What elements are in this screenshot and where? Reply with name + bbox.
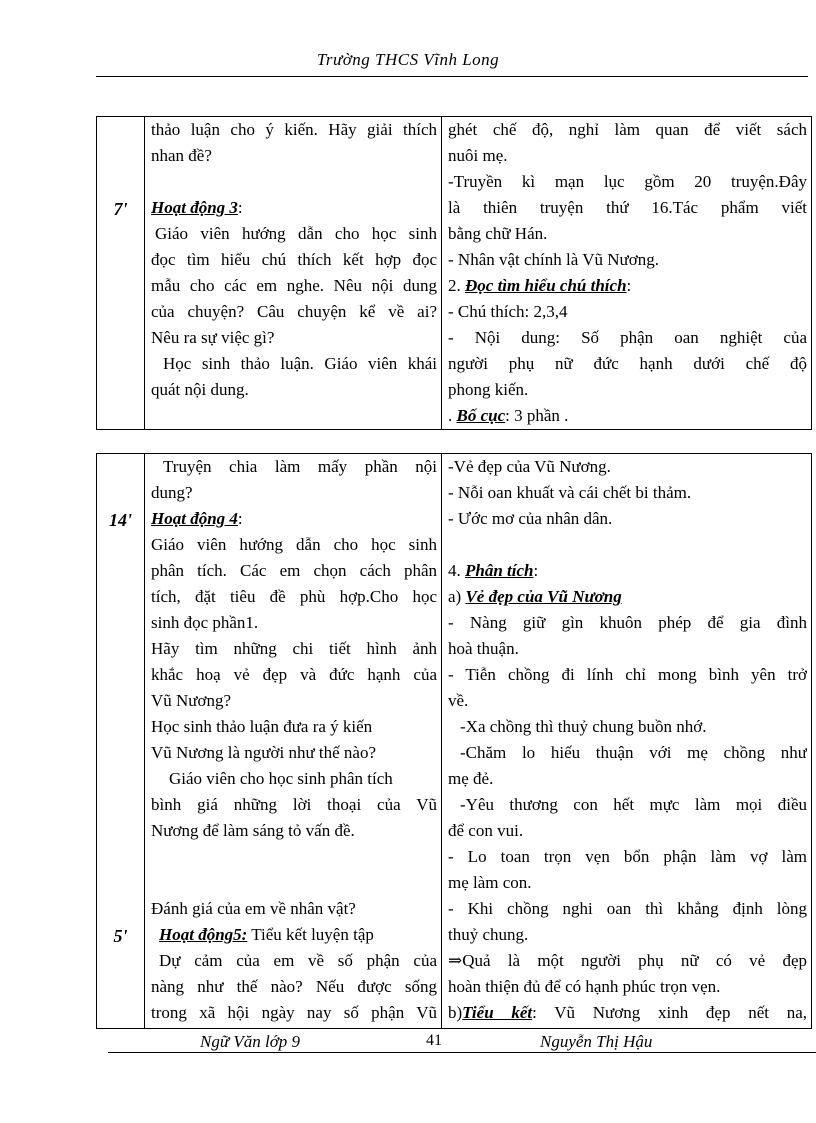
text-line: - Nhân vật chính là Vũ Nương.	[448, 250, 659, 269]
header-rule	[96, 76, 808, 77]
text-line: - Nỗi oan khuất và cái chết bi thảm.	[448, 483, 692, 502]
content-text	[442, 117, 811, 429]
text-line: mẹ làm con.	[448, 873, 532, 892]
activity-heading: Hoạt động 4:	[151, 509, 243, 528]
time-cell	[97, 117, 145, 430]
text-line	[151, 844, 437, 870]
activity-heading: Hoạt động 3:	[151, 198, 243, 217]
content-text	[442, 454, 811, 1026]
teacher-activity-text	[145, 454, 441, 1026]
text-line: phân tích. Các em chọn cách phân	[151, 561, 437, 580]
text-line: của chuyện? Câu chuyện kể về ai?	[151, 302, 437, 321]
text-line: Học sinh thảo luận đưa ra ý kiến	[151, 717, 373, 736]
text-line: người phụ nữ đức hạnh dưới chế độ	[448, 354, 807, 373]
text-line: -Vẻ đẹp của Vũ Nương.	[448, 457, 611, 476]
text-line: nuôi mẹ.	[448, 146, 508, 165]
footer-rule	[108, 1052, 816, 1053]
text-line: - Nội dung: Số phận oan nghiệt của	[448, 328, 807, 347]
text-line: hoà thuận.	[448, 639, 519, 658]
text-line: Truyện chia làm mấy phần nội	[163, 457, 437, 476]
text-line: nhan đề?	[151, 146, 212, 165]
arrow-icon: ⇒	[448, 951, 463, 970]
text-line: Giáo viên hướng dẫn cho học sinh	[155, 224, 437, 243]
text-line: Học sinh thảo luận. Giáo viên khái	[163, 354, 437, 373]
lesson-table-2	[96, 453, 812, 1029]
text-line: Nêu ra sự việc gì?	[151, 328, 275, 347]
time-cell	[97, 454, 145, 1029]
section-heading: a) Vẻ đẹp của Vũ Nương	[448, 587, 622, 606]
text-line: bình giá những lời thoại của Vũ	[151, 795, 437, 814]
text-line: Giáo viên hướng dẫn cho học sinh	[151, 535, 437, 554]
text-line: Đánh giá của em về nhân vật?	[151, 899, 356, 918]
text-line: - Ước mơ của nhân dân.	[448, 509, 613, 528]
text-line	[448, 532, 807, 558]
text-line: hoàn thiện đủ để có hạnh phúc trọn vẹn.	[448, 977, 721, 996]
time-label: 7'	[113, 199, 128, 219]
text-line: -Yêu thương con hết mực làm mọi điều	[460, 795, 807, 814]
section-heading: . Bố cục: 3 phần .	[448, 406, 569, 425]
text-line	[151, 870, 437, 896]
content-cell	[442, 117, 812, 430]
time-label: 5'	[113, 926, 128, 946]
text-line: nàng như thế nào? Nếu được sống	[151, 977, 437, 996]
text-line: quát nội dung.	[151, 380, 249, 399]
activity-heading: Hoạt động5: Tiểu kết luyện tập	[159, 925, 374, 944]
text-line: ghét chế độ, nghỉ làm quan để viết sách	[448, 120, 807, 139]
text-line: Vũ Nương là người như thế nào?	[151, 743, 377, 762]
text-line: -Xa chồng thì thuỷ chung buồn nhớ.	[460, 717, 707, 736]
teacher-activity-cell	[145, 117, 442, 430]
text-line: dung?	[151, 483, 193, 502]
text-line: thuỷ chung.	[448, 925, 529, 944]
content-cell	[442, 454, 812, 1029]
teacher-activity-text	[145, 117, 441, 403]
text-line: mẹ đẻ.	[448, 769, 494, 788]
text-line: Vũ Nương?	[151, 691, 232, 710]
text-line: mẫu cho các em nghe. Nêu nội dung	[151, 276, 437, 295]
text-line: - Chú thích: 2,3,4	[448, 302, 568, 321]
text-line: thảo luận cho ý kiến. Hãy giải thích	[151, 120, 437, 139]
text-line: sinh đọc phần1.	[151, 613, 259, 632]
teacher-activity-cell	[145, 454, 442, 1029]
text-line: để con vui.	[448, 821, 524, 840]
text-line: bằng chữ Hán.	[448, 224, 548, 243]
text-line: Hãy tìm những chi tiết hình ảnh	[151, 639, 437, 658]
footer-subject: Ngữ Văn lớp 9	[200, 1032, 301, 1051]
text-line: - Lo toan trọn vẹn bổn phận làm vợ làm	[448, 847, 807, 866]
text-line: khắc hoạ vẻ đẹp và đức hạnh của	[151, 665, 437, 684]
text-line: là thiên truyện thứ 16.Tác phẩm viết	[448, 198, 807, 217]
section-heading: 4. Phân tích:	[448, 561, 539, 580]
section-heading: 2. Đọc tìm hiểu chú thích:	[448, 276, 632, 295]
text-line: Dự cảm của em về số phận của	[159, 951, 437, 970]
text-line	[151, 169, 437, 195]
time-label: 14'	[108, 510, 132, 530]
section-heading: b)Tiểu kết: Vũ Nương xinh đẹp nết na,	[448, 1003, 807, 1022]
footer-author: Nguyễn Thị Hậu	[540, 1032, 653, 1051]
text-line: -Truyền kì mạn lục gồm 20 truyện.Đây	[448, 172, 807, 191]
text-line: trong xã hội ngày nay số phận Vũ	[151, 1003, 437, 1022]
text-line: - Khi chồng nghi oan thì khẳng định lòng	[448, 899, 807, 918]
text-line: tích, đặt tiêu đề phù hợp.Cho học	[151, 587, 437, 606]
text-line: - Nàng giữ gìn khuôn phép để gia đình	[448, 613, 807, 632]
text-line: đọc tìm hiểu chú thích kết hợp đọc	[151, 250, 437, 269]
text-line: ⇒Quả là một người phụ nữ có vẻ đẹp	[448, 951, 807, 970]
page-header: Trường THCS Vĩnh Long	[316, 50, 500, 69]
text-line: Nương để làm sáng tỏ vấn đề.	[151, 821, 355, 840]
text-line: Giáo viên cho học sinh phân tích	[169, 769, 393, 788]
text-line: về.	[448, 691, 469, 710]
text-line: - Tiễn chồng đi lính chỉ mong bình yên trở	[448, 665, 807, 684]
text-line: -Chăm lo hiếu thuận với mẹ chồng như	[460, 743, 807, 762]
page-number: 41	[426, 1032, 442, 1049]
text-line: phong kiến.	[448, 380, 529, 399]
lesson-table-1	[96, 116, 812, 430]
